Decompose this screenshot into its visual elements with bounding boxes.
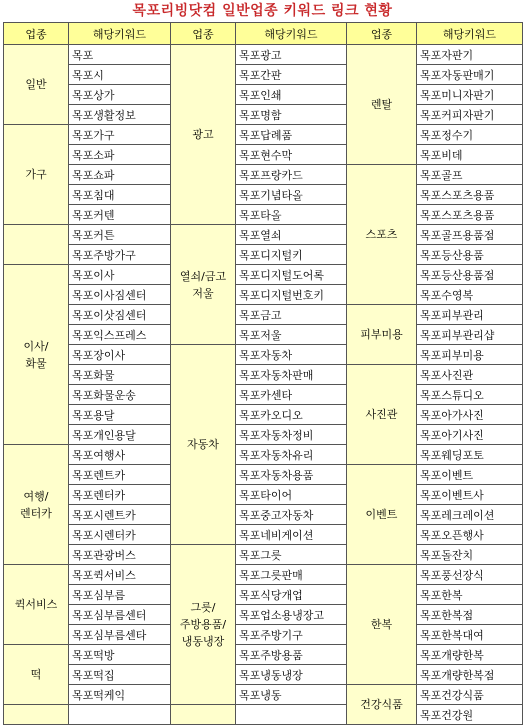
keyword-cell[interactable]: 목포한복 (417, 585, 523, 605)
keyword-cell[interactable]: 목포화물운송 (69, 385, 171, 405)
header-keyword: 해당키워드 (236, 23, 347, 45)
keyword-cell[interactable]: 목포퀵서비스 (69, 565, 171, 585)
keyword-cell[interactable]: 목포자동차판매 (236, 365, 347, 385)
keyword-cell[interactable]: 목포이벤트 (417, 465, 523, 485)
table-row (4, 145, 523, 165)
keyword-cell[interactable]: 목포이삿짐센터 (69, 305, 171, 325)
category-cell: 스포츠 (347, 165, 417, 305)
keyword-cell[interactable]: 목포수영복 (417, 285, 523, 305)
keyword-cell[interactable]: 목포가구 (69, 125, 171, 145)
keyword-cell[interactable]: 목포소파 (69, 145, 171, 165)
keyword-cell[interactable]: 목포등산용품점 (417, 265, 523, 285)
table-row (4, 385, 523, 405)
table-row (4, 485, 523, 505)
keyword-cell[interactable]: 목포미니자판기 (417, 85, 523, 105)
keyword-cell[interactable]: 목포렌트카 (69, 465, 171, 485)
table-row (4, 205, 523, 225)
table-row (4, 85, 523, 105)
table-row (4, 685, 523, 705)
table-row (4, 265, 523, 285)
keyword-cell[interactable]: 목포여행사 (69, 445, 171, 465)
table-row (4, 225, 523, 245)
keyword-cell[interactable]: 목포건강원 (417, 705, 523, 725)
category-cell: 이사/ 화물 (4, 265, 69, 445)
keyword-cell[interactable]: 목포아기사진 (417, 425, 523, 445)
table-row (4, 425, 523, 445)
category-cell: 열쇠/금고 저울 (171, 225, 236, 345)
keyword-cell[interactable]: 목포심부름센터 (69, 605, 171, 625)
keyword-cell[interactable]: 목포주방가구 (69, 245, 171, 265)
keyword-cell[interactable]: 목포웨딩포토 (417, 445, 523, 465)
category-cell: 렌탈 (347, 45, 417, 165)
category-cell: 한복 (347, 565, 417, 685)
keyword-cell[interactable]: 목포심부름센타 (69, 625, 171, 645)
category-cell: 건강식품 (347, 685, 417, 725)
table-row (4, 605, 523, 625)
keyword-cell[interactable]: 목포정수기 (417, 125, 523, 145)
keyword-cell[interactable]: 목포골프 (417, 165, 523, 185)
keyword-cell[interactable]: 목포커텐 (69, 205, 171, 225)
table-row (4, 445, 523, 465)
keyword-cell[interactable]: 목포아가사진 (417, 405, 523, 425)
header-row (4, 23, 523, 45)
keyword-cell[interactable]: 목포커튼 (69, 225, 171, 245)
keyword-cell[interactable]: 목포카오디오 (236, 405, 347, 425)
keyword-cell[interactable]: 목포금고 (236, 305, 347, 325)
keyword-cell[interactable]: 목포스튜디오 (417, 385, 523, 405)
keyword-cell[interactable]: 목포심부름 (69, 585, 171, 605)
keyword-cell[interactable]: 목포자동차유리 (236, 445, 347, 465)
category-cell: 그릇/ 주방용품/ 냉동냉장 (171, 545, 236, 705)
table-row (4, 625, 523, 645)
keyword-cell[interactable]: 목포중고자동차 (236, 505, 347, 525)
empty-cell (236, 705, 347, 725)
keyword-cell[interactable]: 목포이사짐센터 (69, 285, 171, 305)
keyword-cell[interactable]: 목포자동차정비 (236, 425, 347, 445)
keyword-cell[interactable]: 목포생활정보 (69, 105, 171, 125)
keyword-cell[interactable]: 목포떡케익 (69, 685, 171, 705)
keyword-cell[interactable]: 목포피부관리 (417, 305, 523, 325)
keyword-cell[interactable]: 목포용달 (69, 405, 171, 425)
table-row (4, 585, 523, 605)
category-cell: 떡 (4, 645, 69, 705)
table-row (4, 645, 523, 665)
keyword-cell[interactable]: 목포렌터카 (69, 485, 171, 505)
keyword-cell[interactable]: 목포식당개업 (236, 585, 347, 605)
category-cell (4, 225, 69, 265)
keyword-cell[interactable]: 목포인쇄 (236, 85, 347, 105)
keyword-cell[interactable]: 목포피부관리샵 (417, 325, 523, 345)
keyword-cell[interactable]: 목포시 (69, 65, 171, 85)
page-title: 목포리빙닷컴 일반업종 키워드 링크 현황 (132, 3, 393, 19)
keyword-cell[interactable]: 목포저울 (236, 325, 347, 345)
header-category: 업종 (4, 23, 69, 45)
keyword-cell[interactable]: 목포커피자판기 (417, 105, 523, 125)
table-row (4, 165, 523, 185)
table-row (4, 65, 523, 85)
category-cell: 여행/ 렌터카 (4, 445, 69, 565)
table-row (4, 365, 523, 385)
keyword-cell[interactable]: 목포시렌트카 (69, 505, 171, 525)
category-cell: 광고 (171, 45, 236, 225)
keyword-cell[interactable]: 목포답례품 (236, 125, 347, 145)
keyword-cell[interactable]: 목포주방용품 (236, 645, 347, 665)
category-cell: 사진관 (347, 365, 417, 465)
keyword-cell[interactable]: 목포프랑카드 (236, 165, 347, 185)
category-cell: 피부미용 (347, 305, 417, 365)
table-row (4, 465, 523, 485)
keyword-cell[interactable]: 목포열쇠 (236, 225, 347, 245)
keyword-cell[interactable]: 목포현수막 (236, 145, 347, 165)
keyword-cell[interactable]: 목포자동차용품 (236, 465, 347, 485)
header-category: 업종 (347, 23, 417, 45)
keyword-table (3, 22, 523, 725)
keyword-cell[interactable]: 목포기념타올 (236, 185, 347, 205)
table-row (4, 325, 523, 345)
keyword-cell[interactable]: 목포그릇 (236, 545, 347, 565)
keyword-cell[interactable]: 목포레크레이션 (417, 505, 523, 525)
keyword-cell[interactable]: 목포카센타 (236, 385, 347, 405)
table-row (4, 285, 523, 305)
category-cell: 가구 (4, 125, 69, 225)
keyword-cell[interactable]: 목포네비게이션 (236, 525, 347, 545)
keyword-cell[interactable]: 목포관광버스 (69, 545, 171, 565)
table-row (4, 545, 523, 565)
keyword-cell[interactable]: 목포스포츠용품 (417, 205, 523, 225)
keyword-cell[interactable]: 목포냉동 (236, 685, 347, 705)
table-row (4, 45, 523, 65)
keyword-cell[interactable]: 목포자동차 (236, 345, 347, 365)
keyword-cell[interactable]: 목포사진관 (417, 365, 523, 385)
keyword-cell[interactable]: 목포개량한복 (417, 645, 523, 665)
keyword-cell[interactable]: 목포오픈행사 (417, 525, 523, 545)
header-keyword: 해당키워드 (417, 23, 523, 45)
keyword-cell[interactable]: 목포자판기 (417, 45, 523, 65)
table-row (4, 105, 523, 125)
keyword-cell[interactable]: 목포건강식품 (417, 685, 523, 705)
keyword-cell[interactable]: 목포간판 (236, 65, 347, 85)
keyword-cell[interactable]: 목포풍선장식 (417, 565, 523, 585)
table-row (4, 665, 523, 685)
keyword-cell[interactable]: 목포이벤트사 (417, 485, 523, 505)
keyword-cell[interactable]: 목포타올 (236, 205, 347, 225)
table-row (4, 125, 523, 145)
keyword-cell[interactable]: 목포등산용품 (417, 245, 523, 265)
category-cell: 퀵서비스 (4, 565, 69, 645)
keyword-cell[interactable]: 목포시렌터카 (69, 525, 171, 545)
header-keyword: 해당키워드 (69, 23, 171, 45)
category-cell: 자동차 (171, 345, 236, 545)
header-category: 업종 (171, 23, 236, 45)
keyword-cell[interactable]: 목포타이어 (236, 485, 347, 505)
table-row (4, 565, 523, 585)
table-row (4, 405, 523, 425)
keyword-cell[interactable]: 목포돌잔치 (417, 545, 523, 565)
keyword-cell[interactable]: 목포화물 (69, 365, 171, 385)
keyword-cell[interactable]: 목포스포츠용품 (417, 185, 523, 205)
table-row (4, 305, 523, 325)
table-row (4, 245, 523, 265)
empty-cell (4, 705, 69, 725)
keyword-cell[interactable]: 목포디지털도어록 (236, 265, 347, 285)
empty-cell (171, 705, 236, 725)
empty-cell (69, 705, 171, 725)
keyword-cell[interactable]: 목포익스프레스 (69, 325, 171, 345)
keyword-cell[interactable]: 목포피부미용 (417, 345, 523, 365)
keyword-cell[interactable]: 목포침대 (69, 185, 171, 205)
keyword-cell[interactable]: 목포주방기구 (236, 625, 347, 645)
keyword-cell[interactable]: 목포업소용냉장고 (236, 605, 347, 625)
keyword-cell[interactable]: 목포이사 (69, 265, 171, 285)
keyword-cell[interactable]: 목포장이사 (69, 345, 171, 365)
table-row (4, 705, 523, 725)
category-cell: 일반 (4, 45, 69, 125)
keyword-cell[interactable]: 목포디지털번호키 (236, 285, 347, 305)
keyword-cell[interactable]: 목포명함 (236, 105, 347, 125)
keyword-cell[interactable]: 목포디지털키 (236, 245, 347, 265)
keyword-cell[interactable]: 목포골프용품점 (417, 225, 523, 245)
table-row (4, 345, 523, 365)
keyword-cell[interactable]: 목포비데 (417, 145, 523, 165)
keyword-cell[interactable]: 목포자동판매기 (417, 65, 523, 85)
table-row (4, 525, 523, 545)
keyword-cell[interactable]: 목포떡집 (69, 665, 171, 685)
keyword-cell[interactable]: 목포상가 (69, 85, 171, 105)
keyword-cell[interactable]: 목포 (69, 45, 171, 65)
keyword-cell[interactable]: 목포쇼파 (69, 165, 171, 185)
keyword-cell[interactable]: 목포냉동냉장 (236, 665, 347, 685)
table-row (4, 185, 523, 205)
keyword-cell[interactable]: 목포한복점 (417, 605, 523, 625)
keyword-cell[interactable]: 목포그릇판매 (236, 565, 347, 585)
table-row (4, 505, 523, 525)
keyword-cell[interactable]: 목포떡방 (69, 645, 171, 665)
keyword-cell[interactable]: 목포개인용달 (69, 425, 171, 445)
keyword-cell[interactable]: 목포광고 (236, 45, 347, 65)
category-cell: 이벤트 (347, 465, 417, 565)
keyword-cell[interactable]: 목포한복대여 (417, 625, 523, 645)
keyword-cell[interactable]: 목포개량한복점 (417, 665, 523, 685)
